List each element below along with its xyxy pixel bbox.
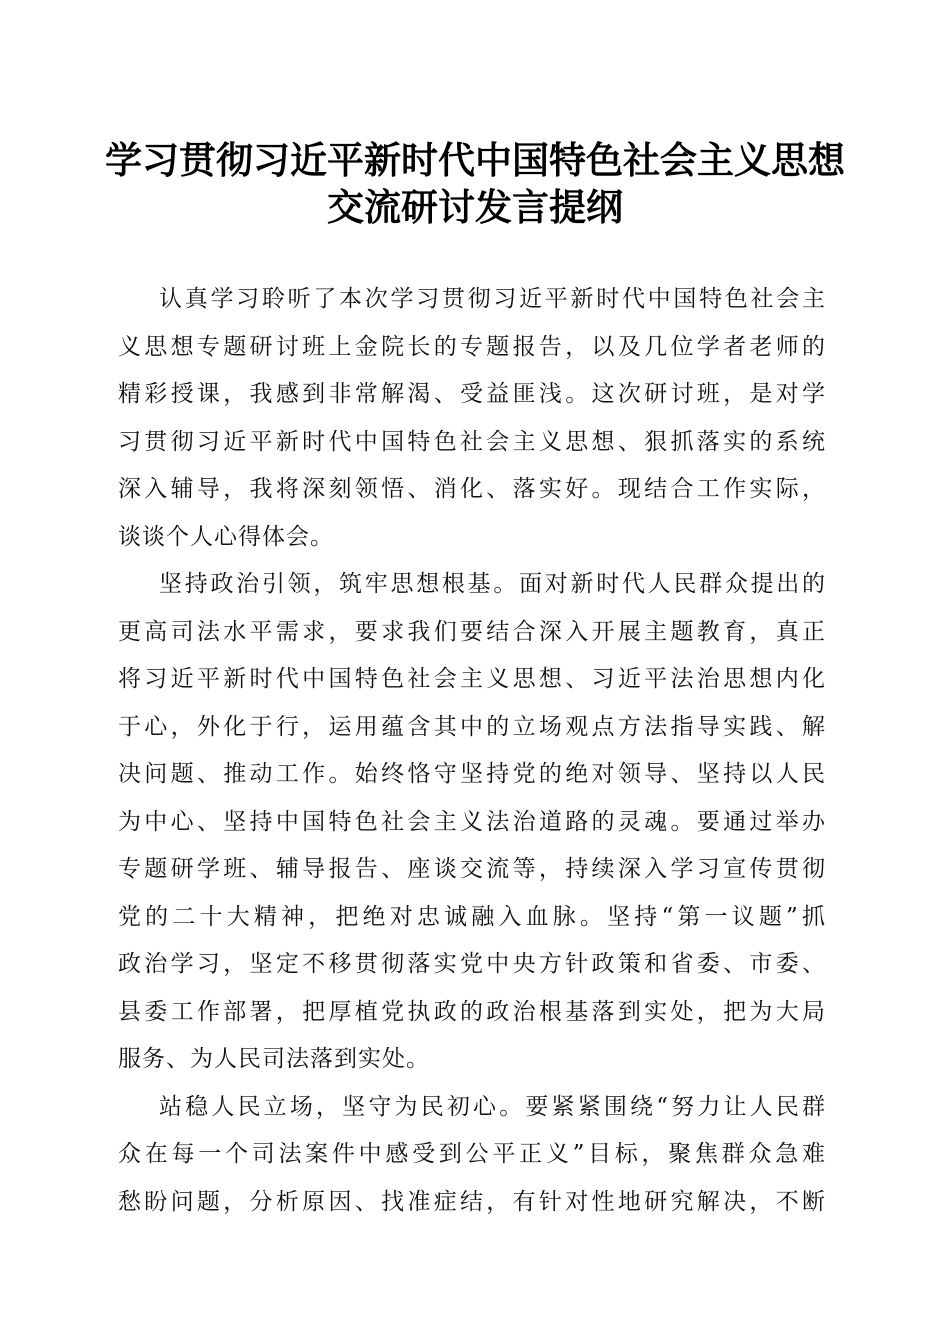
paragraph-line: 党的二十大精神，把绝对忠诚融入血脉。坚持“第一议题”抓 [118, 903, 826, 930]
paragraph-line: 站稳人民立场，坚守为民初心。要紧紧围绕“努力让人民群 [159, 1093, 826, 1120]
paragraph-line: 将习近平新时代中国特色社会主义思想、习近平法治思想内化 [118, 666, 826, 692]
paragraph-line: 精彩授课，我感到非常解渴、受益匪浅。这次研讨班，是对学 [118, 381, 826, 407]
document-title-line-1: 学习贯彻习近平新时代中国特色社会主义思想 [105, 138, 845, 182]
paragraph-line: 谈谈个人心得体会。 [118, 523, 334, 550]
paragraph-line: 深入辅导，我将深刻领悟、消化、落实好。现结合工作实际， [118, 476, 826, 502]
paragraph-line: 于心，外化于行，运用蕴含其中的立场观点方法指导实践、解 [118, 713, 826, 740]
paragraph-line: 认真学习聆听了本次学习贯彻习近平新时代中国特色社会主 [159, 286, 826, 312]
paragraph-line: 义思想专题研讨班上金院长的专题报告，以及几位学者老师的 [118, 333, 826, 360]
paragraph-line: 更高司法水平需求，要求我们要结合深入开展主题教育，真正 [118, 618, 826, 645]
document-title-line-2: 交流研讨发言提纲 [327, 185, 623, 229]
paragraph-3 [118, 1084, 826, 1227]
paragraph-line: 县委工作部署，把厚植党执政的政治根基落到实处，把为大局 [118, 998, 826, 1025]
paragraph-line: 习贯彻习近平新时代中国特色社会主义思想、狠抓落实的系统 [118, 428, 826, 455]
paragraph-line: 决问题、推动工作。始终恪守坚持党的绝对领导、坚持以人民 [118, 761, 826, 787]
paragraph-1 [118, 276, 826, 561]
paragraph-line: 服务、为人民司法落到实处。 [118, 1046, 430, 1072]
paragraph-line: 专题研学班、辅导报告、座谈交流等，持续深入学习宣传贯彻 [118, 856, 826, 882]
paragraph-line: 为中心、坚持中国特色社会主义法治道路的灵魂。要通过举办 [118, 808, 826, 835]
paragraph-line: 众在每一个司法案件中感受到公平正义”目标，聚焦群众急难 [118, 1141, 826, 1167]
paragraph-line: 坚持政治引领，筑牢思想根基。面对新时代人民群众提出的 [159, 571, 826, 597]
paragraph-2 [118, 561, 826, 1084]
document-body [118, 276, 826, 1226]
paragraph-line: 愁盼问题，分析原因、找准症结，有针对性地研究解决，不断 [118, 1188, 826, 1215]
paragraph-line: 政治学习，坚定不移贯彻落实党中央方针政策和省委、市委、 [118, 951, 826, 977]
